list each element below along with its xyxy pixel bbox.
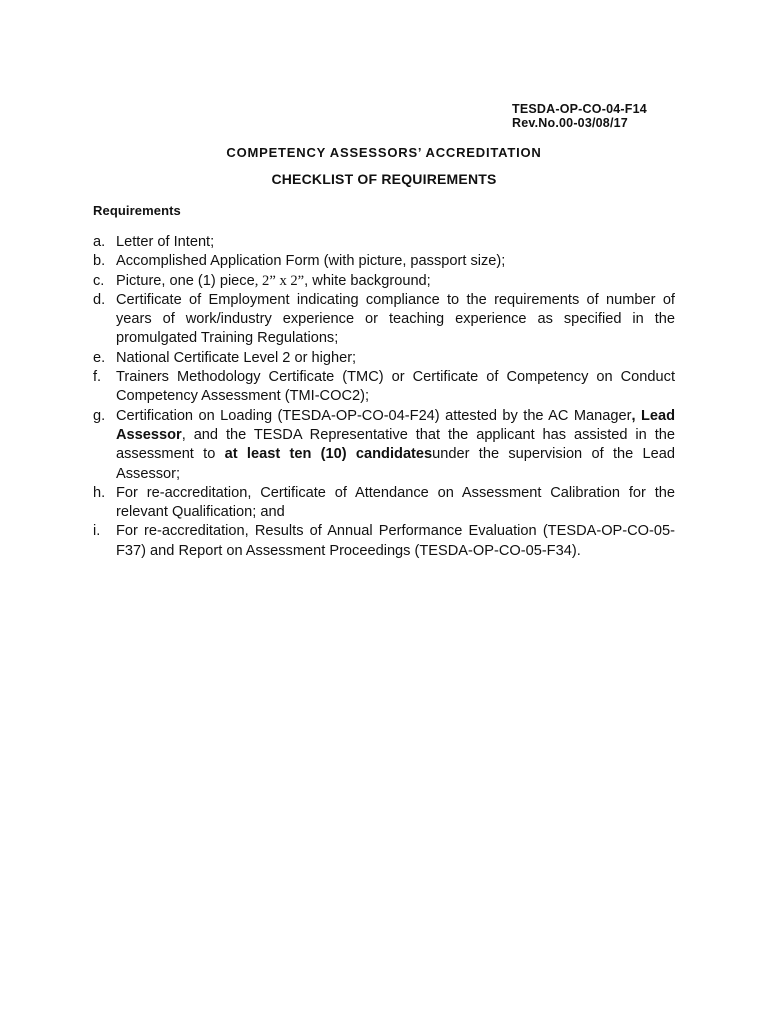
requirement-marker: d. bbox=[93, 291, 106, 308]
requirement-item bbox=[93, 484, 675, 523]
requirement-text-segment: For re-accreditation, Certificate of Attendance on Assessment Calibration for the relevant Qualification; and bbox=[116, 484, 675, 521]
requirement-item bbox=[93, 252, 675, 271]
requirement-marker: h. bbox=[93, 484, 106, 501]
revision-number: Rev.No.00-03/08/17 bbox=[512, 116, 628, 130]
requirement-text bbox=[116, 291, 675, 349]
requirement-text-segment: Certificate of Employment indicating compliance to the requirements of number of years of work/industry experience or teaching experience as specified in the promulgated Training Regulations; bbox=[116, 291, 675, 347]
requirements-list bbox=[93, 233, 675, 561]
requirement-text-segment: , white background; bbox=[304, 272, 431, 289]
requirement-item bbox=[93, 233, 675, 252]
requirement-text bbox=[116, 522, 675, 561]
requirement-item bbox=[93, 522, 675, 561]
requirement-item bbox=[93, 407, 675, 484]
emphasized-text: at least ten (10) candidates bbox=[224, 446, 433, 463]
requirement-item bbox=[93, 291, 675, 349]
requirement-text bbox=[116, 484, 675, 523]
emphasized-text: , Lead Assessor bbox=[116, 407, 676, 443]
document-subtitle: CHECKLIST OF REQUIREMENTS bbox=[271, 171, 497, 187]
requirement-marker: b. bbox=[93, 253, 106, 270]
requirement-text-segment: For re-accreditation, Results of Annual Performance Evaluation (TESDA-OP-CO-05-F37) and Report on Assessment Proceedings (TESDA-OP-CO-05-F34). bbox=[116, 523, 675, 559]
requirement-text bbox=[116, 252, 675, 271]
requirement-marker: c. bbox=[93, 272, 105, 289]
requirement-text bbox=[116, 272, 675, 291]
requirement-marker: e. bbox=[93, 349, 106, 366]
requirement-item bbox=[93, 272, 675, 291]
requirement-marker: f. bbox=[93, 369, 102, 386]
requirement-text-segment: National Certificate Level 2 or higher; bbox=[116, 349, 357, 366]
requirement-text-segment: Certification on Loading (TESDA-OP-CO-04-F24) attested by the AC Manager bbox=[116, 407, 632, 424]
requirement-text-segment: Accomplished Application Form (with picture, passport size); bbox=[116, 253, 506, 270]
document-code-block bbox=[512, 102, 647, 130]
requirement-text-segment: , 2” x 2” bbox=[254, 272, 305, 289]
requirement-item bbox=[93, 349, 675, 368]
requirement-text-segment: Letter of Intent; bbox=[116, 234, 215, 250]
requirement-text-segment: , and the TESDA Representative that the applicant has assisted in the assessment to bbox=[116, 426, 675, 463]
requirement-text-segment: Trainers Methodology Certificate (TMC) or Certificate of Competency on Conduct Competency Assessment (TMI-COC2); bbox=[116, 369, 675, 405]
document-title: COMPETENCY ASSESSORS’ ACCREDITATION bbox=[226, 145, 542, 160]
requirement-item bbox=[93, 368, 675, 407]
requirement-marker: i. bbox=[93, 523, 101, 540]
requirement-text-segment: under the supervision of the Lead Assessor; bbox=[116, 446, 675, 482]
requirement-marker: g. bbox=[93, 407, 106, 424]
requirements-heading: Requirements bbox=[93, 203, 181, 218]
document-code: TESDA-OP-CO-04-F14 bbox=[512, 102, 647, 116]
requirement-text bbox=[116, 368, 675, 407]
requirement-marker: a. bbox=[93, 234, 106, 250]
requirement-text-segment: Picture, one (1) piece bbox=[116, 272, 255, 289]
requirement-text bbox=[116, 233, 675, 252]
requirement-text bbox=[116, 407, 675, 484]
requirement-text bbox=[116, 349, 675, 368]
